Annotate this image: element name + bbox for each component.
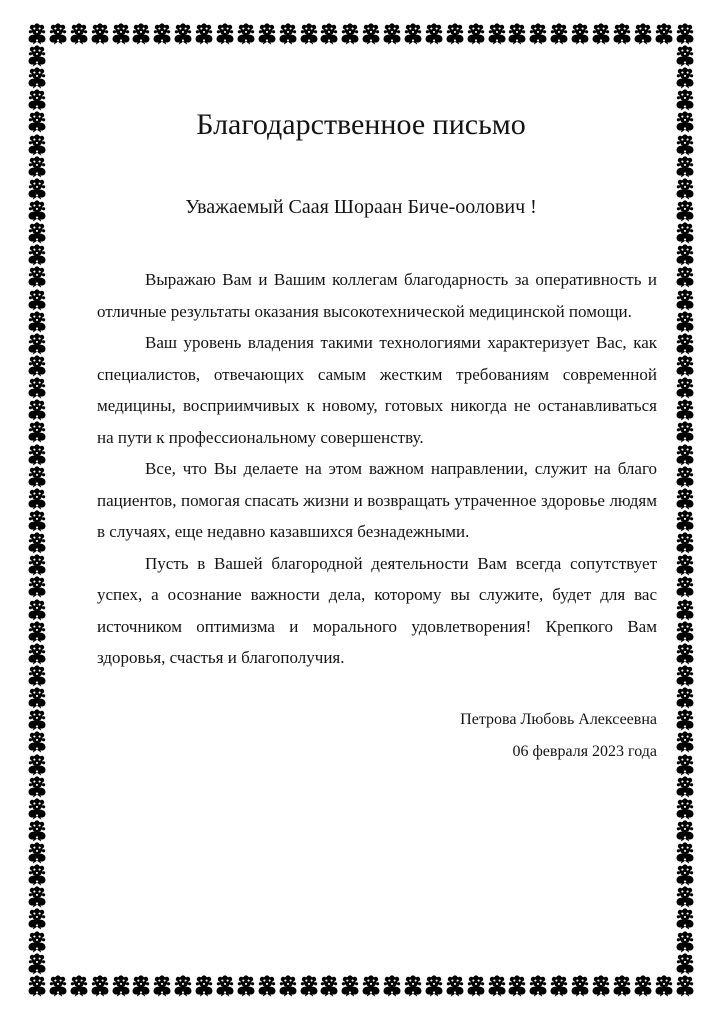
flower-bow-ornament-icon [675,222,695,244]
page-border-right [675,45,695,975]
flower-bow-ornament-icon [27,687,47,709]
flower-bow-ornament-icon [90,975,110,997]
flower-bow-ornament-icon [236,23,256,45]
flower-bow-ornament-icon [612,23,632,45]
flower-bow-ornament-icon [675,266,695,288]
flower-bow-ornament-icon [27,111,47,133]
flower-bow-ornament-icon [675,377,695,399]
flower-bow-ornament-icon [675,665,695,687]
flower-bow-ornament-icon [424,23,444,45]
flower-bow-ornament-icon [27,665,47,687]
flower-bow-ornament-icon [27,931,47,953]
flower-bow-ornament-icon [27,222,47,244]
flower-bow-ornament-icon [403,23,423,45]
flower-bow-ornament-icon [466,975,486,997]
flower-bow-ornament-icon [445,975,465,997]
flower-bow-ornament-icon [27,377,47,399]
flower-bow-ornament-icon [27,45,47,67]
flower-bow-ornament-icon [633,23,653,45]
flower-bow-ornament-icon [27,67,47,89]
flower-bow-ornament-icon [570,975,590,997]
flower-bow-ornament-icon [675,931,695,953]
flower-bow-ornament-icon [27,709,47,731]
flower-bow-ornament-icon [27,510,47,532]
flower-bow-ornament-icon [675,421,695,443]
flower-bow-ornament-icon [27,975,47,997]
flower-bow-ornament-icon [675,45,695,67]
flower-bow-ornament-icon [675,134,695,156]
flower-bow-ornament-icon [27,23,47,45]
flower-bow-ornament-icon [27,399,47,421]
flower-bow-ornament-icon [675,111,695,133]
flower-bow-ornament-icon [507,23,527,45]
flower-bow-ornament-icon [675,333,695,355]
flower-bow-ornament-icon [27,731,47,753]
flower-bow-ornament-icon [528,975,548,997]
flower-bow-ornament-icon [675,156,695,178]
flower-bow-ornament-icon [319,975,339,997]
flower-bow-ornament-icon [675,67,695,89]
page-border-left [27,45,47,975]
flower-bow-ornament-icon [675,355,695,377]
flower-bow-ornament-icon [675,886,695,908]
flower-bow-ornament-icon [194,975,214,997]
flower-bow-ornament-icon [27,643,47,665]
flower-bow-ornament-icon [675,576,695,598]
flower-bow-ornament-icon [27,466,47,488]
flower-bow-ornament-icon [27,776,47,798]
flower-bow-ornament-icon [361,975,381,997]
flower-bow-ornament-icon [27,754,47,776]
signature-block [49,704,657,768]
flower-bow-ornament-icon [152,23,172,45]
flower-bow-ornament-icon [278,23,298,45]
page-border-bottom [27,975,695,997]
flower-bow-ornament-icon [675,488,695,510]
flower-bow-ornament-icon [675,289,695,311]
flower-bow-ornament-icon [675,798,695,820]
flower-bow-ornament-icon [299,23,319,45]
flower-bow-ornament-icon [90,23,110,45]
flower-bow-ornament-icon [27,421,47,443]
flower-bow-ornament-icon [445,23,465,45]
flower-bow-ornament-icon [27,908,47,930]
flower-bow-ornament-icon [48,23,68,45]
flower-bow-ornament-icon [27,444,47,466]
flower-bow-ornament-icon [27,576,47,598]
flower-bow-ornament-icon [27,333,47,355]
flower-bow-ornament-icon [27,864,47,886]
flower-bow-ornament-icon [675,864,695,886]
flower-bow-ornament-icon [675,754,695,776]
flower-bow-ornament-icon [675,444,695,466]
flower-bow-ornament-icon [549,975,569,997]
flower-bow-ornament-icon [111,23,131,45]
flower-bow-ornament-icon [675,820,695,842]
flower-bow-ornament-icon [675,621,695,643]
flower-bow-ornament-icon [675,89,695,111]
salutation-line: Уважаемый Саая Шораан Биче-оолович ! [185,196,537,218]
flower-bow-ornament-icon [675,510,695,532]
flower-bow-ornament-icon [27,311,47,333]
signature-name: Петрова Любовь Алексеевна [460,710,657,728]
flower-bow-ornament-icon [675,687,695,709]
flower-bow-ornament-icon [27,266,47,288]
flower-bow-ornament-icon [340,975,360,997]
flower-bow-ornament-icon [382,23,402,45]
flower-bow-ornament-icon [675,842,695,864]
flower-bow-ornament-icon [27,554,47,576]
flower-bow-ornament-icon [675,908,695,930]
flower-bow-ornament-icon [27,842,47,864]
flower-bow-ornament-icon [654,23,674,45]
page-border-top [27,23,695,45]
flower-bow-ornament-icon [466,23,486,45]
flower-bow-ornament-icon [27,289,47,311]
letter-body [97,264,657,674]
flower-bow-ornament-icon [257,975,277,997]
flower-bow-ornament-icon [215,975,235,997]
flower-bow-ornament-icon [675,599,695,621]
letter-title: Благодарственное письмо [196,108,526,141]
flower-bow-ornament-icon [675,709,695,731]
flower-bow-ornament-icon [675,953,695,975]
flower-bow-ornament-icon [27,178,47,200]
flower-bow-ornament-icon [675,200,695,222]
flower-bow-ornament-icon [487,975,507,997]
flower-bow-ornament-icon [675,399,695,421]
flower-bow-ornament-icon [591,975,611,997]
signature-date: 06 февраля 2023 года [512,742,657,760]
flower-bow-ornament-icon [633,975,653,997]
flower-bow-ornament-icon [69,23,89,45]
flower-bow-ornament-icon [675,466,695,488]
flower-bow-ornament-icon [27,488,47,510]
flower-bow-ornament-icon [528,23,548,45]
flower-bow-ornament-icon [69,975,89,997]
paragraph-3: Все, что Вы делаете на этом важном направлении, служит на благо пациентов, помогая спасать жизни и возвращать утраченное здоровье людям в случаях, еще недавно казавшихся безнадежными. [97,459,657,541]
flower-bow-ornament-icon [612,975,632,997]
flower-bow-ornament-icon [591,23,611,45]
flower-bow-ornament-icon [340,23,360,45]
flower-bow-ornament-icon [27,886,47,908]
flower-bow-ornament-icon [27,355,47,377]
flower-bow-ornament-icon [111,975,131,997]
flower-bow-ornament-icon [361,23,381,45]
letter-content [49,45,673,975]
paragraph-2: Ваш уровень владения такими технологиями характеризует Вас, как специалистов, отвечающих самым жестким требованиям современной медицины, восприимчивых к новому, готовых никогда не останавливаться на пути к профессиональному совершенству. [97,333,657,447]
flower-bow-ornament-icon [27,621,47,643]
flower-bow-ornament-icon [675,643,695,665]
flower-bow-ornament-icon [278,975,298,997]
flower-bow-ornament-icon [675,311,695,333]
flower-bow-ornament-icon [507,975,527,997]
flower-bow-ornament-icon [382,975,402,997]
flower-bow-ornament-icon [27,820,47,842]
flower-bow-ornament-icon [675,776,695,798]
flower-bow-ornament-icon [173,975,193,997]
flower-bow-ornament-icon [675,244,695,266]
flower-bow-ornament-icon [27,156,47,178]
flower-bow-ornament-icon [27,134,47,156]
flower-bow-ornament-icon [194,23,214,45]
flower-bow-ornament-icon [675,23,695,45]
flower-bow-ornament-icon [27,953,47,975]
flower-bow-ornament-icon [424,975,444,997]
flower-bow-ornament-icon [131,975,151,997]
flower-bow-ornament-icon [27,244,47,266]
flower-bow-ornament-icon [675,178,695,200]
flower-bow-ornament-icon [675,731,695,753]
flower-bow-ornament-icon [152,975,172,997]
flower-bow-ornament-icon [27,532,47,554]
flower-bow-ornament-icon [27,89,47,111]
flower-bow-ornament-icon [487,23,507,45]
flower-bow-ornament-icon [654,975,674,997]
flower-bow-ornament-icon [236,975,256,997]
flower-bow-ornament-icon [675,975,695,997]
flower-bow-ornament-icon [27,798,47,820]
flower-bow-ornament-icon [215,23,235,45]
flower-bow-ornament-icon [131,23,151,45]
paragraph-4: Пусть в Вашей благородной деятельности Вам всегда сопутствует успех, а осознание важности дела, которому вы служите, будет для вас источником оптимизма и морального удовлетворения! Крепкого Вам здоровья, счастья и благополучия. [97,553,657,667]
flower-bow-ornament-icon [675,554,695,576]
flower-bow-ornament-icon [48,975,68,997]
flower-bow-ornament-icon [319,23,339,45]
paragraph-1: Выражаю Вам и Вашим коллегам благодарность за оперативность и отличные результаты оказания высокотехнической медицинской помощи. [97,270,657,321]
flower-bow-ornament-icon [27,200,47,222]
flower-bow-ornament-icon [675,532,695,554]
flower-bow-ornament-icon [27,599,47,621]
flower-bow-ornament-icon [403,975,423,997]
flower-bow-ornament-icon [299,975,319,997]
flower-bow-ornament-icon [173,23,193,45]
flower-bow-ornament-icon [570,23,590,45]
flower-bow-ornament-icon [549,23,569,45]
flower-bow-ornament-icon [257,23,277,45]
